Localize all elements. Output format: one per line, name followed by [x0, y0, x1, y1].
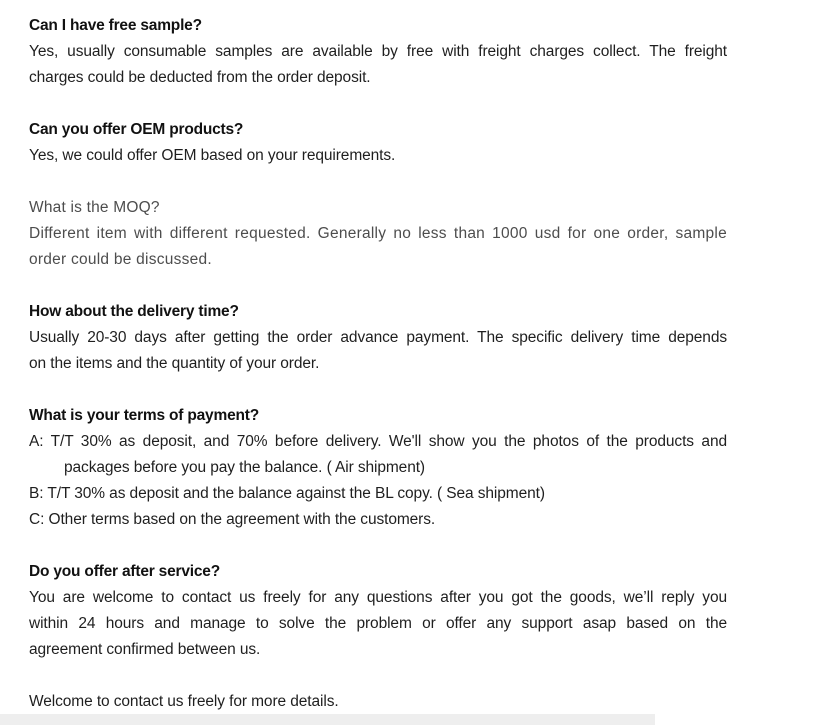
faq-item [29, 689, 727, 715]
faq-answer-line: Welcome to contact us freely for more details. [29, 693, 339, 710]
faq-answer-line: B: T/T 30% as deposit and the balance against the BL copy. ( Sea shipment) [29, 485, 545, 502]
faq-answer-line: Yes, we could offer OEM based on your requirements. [29, 147, 396, 164]
faq-item [29, 195, 727, 273]
faq-item [29, 299, 727, 377]
faq-answer-line: within 24 hours and manage to solve the problem or offer any support asap based on the [29, 615, 727, 632]
faq-answer-line: You are welcome to contact us freely for any questions after you got the goods, we’ll reply you [29, 589, 727, 606]
faq-item [29, 559, 727, 663]
faq-answer-line: Usually 20-30 days after getting the order advance payment. The specific delivery time depends [29, 329, 727, 346]
faq-item [29, 13, 727, 91]
faq-item [29, 117, 727, 169]
faq-answer-line: agreement confirmed between us. [29, 641, 261, 658]
faq-answer-line: C: Other terms based on the agreement with the customers. [29, 511, 436, 528]
faq-answer [29, 221, 727, 273]
page-bottom-strip [0, 714, 655, 725]
faq-answer [29, 39, 727, 91]
faq-answer-line: Different item with different requested. Generally no less than 1000 usd for one order, sample [29, 225, 727, 242]
faq-answer [29, 325, 727, 377]
faq-answer [29, 585, 727, 663]
faq-answer [29, 429, 727, 533]
faq-question: What is the MOQ? [29, 199, 160, 216]
faq-answer-line: Yes, usually consumable samples are available by free with freight charges collect. The freight [29, 43, 727, 60]
faq-question: Can I have free sample? [29, 17, 202, 34]
faq-answer-line: charges could be deducted from the order deposit. [29, 69, 371, 86]
faq-item [29, 403, 727, 533]
faq-answer-line: A: T/T 30% as deposit, and 70% before delivery. We'll show you the photos of the products and [29, 433, 727, 450]
faq-answer [29, 689, 727, 715]
faq-question: Do you offer after service? [29, 563, 220, 580]
faq-answer-line: order could be discussed. [29, 251, 212, 268]
faq-question: What is your terms of payment? [29, 407, 259, 424]
faq-answer [29, 143, 727, 169]
faq-question: Can you offer OEM products? [29, 121, 244, 138]
faq-answer-line: packages before you pay the balance. ( Air shipment) [64, 459, 425, 476]
faq-question: How about the delivery time? [29, 303, 239, 320]
faq-answer-line: on the items and the quantity of your order. [29, 355, 320, 372]
